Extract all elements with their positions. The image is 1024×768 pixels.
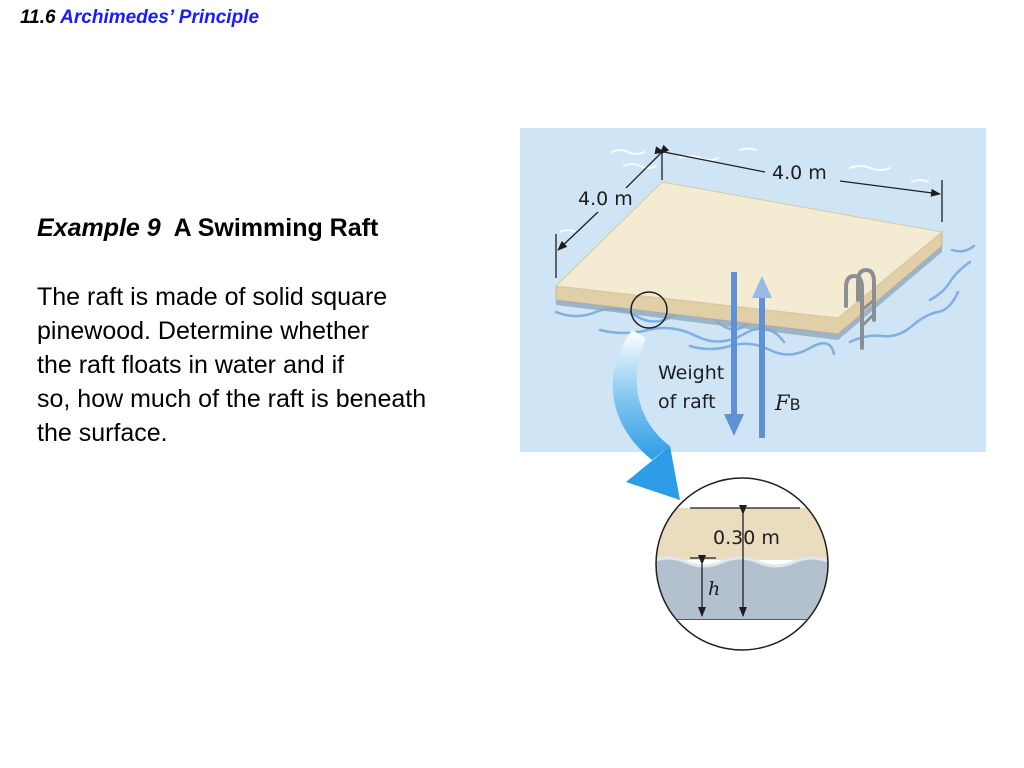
- raft-width-label: 4.0 m: [578, 188, 633, 210]
- thickness-label: 0.30 m: [713, 527, 780, 549]
- section-number: 11.6: [20, 7, 56, 28]
- section-title: Archimedes’ Principle: [60, 7, 260, 28]
- problem-line: the raft floats in water and if: [37, 351, 345, 379]
- problem-line: the surface.: [37, 419, 168, 447]
- raft-length-label: 4.0 m: [772, 162, 827, 184]
- example-title: A Swimming Raft: [173, 214, 379, 242]
- depth-label: h: [708, 578, 721, 600]
- weight-label-line2: of raft: [658, 391, 716, 413]
- problem-line: so, how much of the raft is beneath: [37, 385, 427, 413]
- cross-section-inset: [650, 470, 840, 670]
- problem-line: The raft is made of solid square: [37, 283, 388, 311]
- buoyant-force-label: FB: [775, 391, 801, 415]
- problem-line: pinewood. Determine whether: [37, 317, 370, 345]
- example-label: Example 9: [37, 214, 161, 242]
- weight-label-line1: Weight: [658, 362, 725, 384]
